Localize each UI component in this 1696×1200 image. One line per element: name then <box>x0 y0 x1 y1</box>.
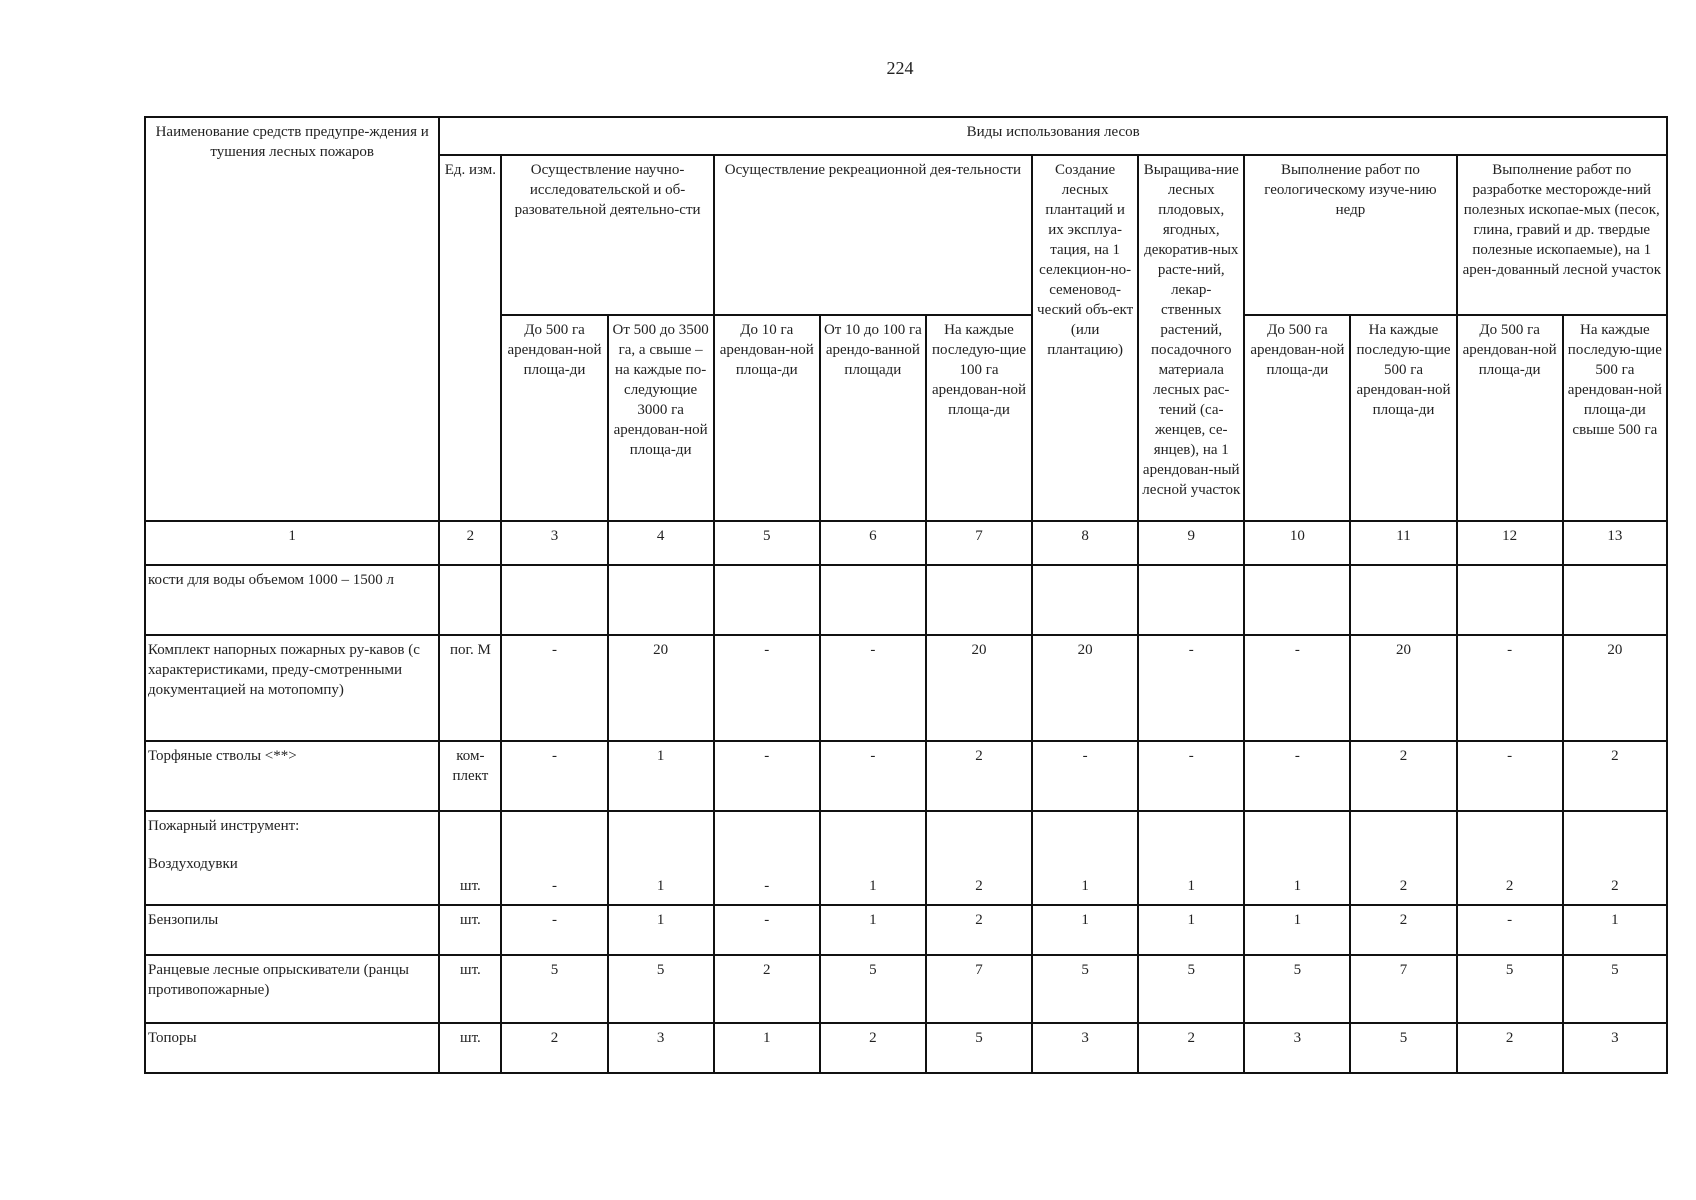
header-name-cell <box>145 117 439 521</box>
row-value: 2 <box>1350 741 1456 811</box>
row-value: 5 <box>501 955 607 1023</box>
row-value: - <box>501 811 607 905</box>
table-row <box>145 741 1667 811</box>
row-value: 1 <box>820 811 926 905</box>
row-value: 5 <box>1563 955 1667 1023</box>
row-value: 2 <box>1563 811 1667 905</box>
row-value: 2 <box>1138 1023 1244 1073</box>
row-value: - <box>820 635 926 741</box>
row-value: 3 <box>1563 1023 1667 1073</box>
row-unit: ком-плект <box>439 741 501 811</box>
header-sub-7: На каждые последую-щие 100 га арендован-ной площа-ди <box>926 315 1032 521</box>
row-value <box>820 565 926 635</box>
row-value: 3 <box>1244 1023 1350 1073</box>
row-name <box>145 811 439 905</box>
table-row <box>145 955 1667 1023</box>
row-name: Топоры <box>145 1023 439 1073</box>
row-value: 2 <box>820 1023 926 1073</box>
row-value: 7 <box>926 955 1032 1023</box>
row-value: 1 <box>608 741 714 811</box>
row-value: 5 <box>1138 955 1244 1023</box>
row-value: 2 <box>926 905 1032 955</box>
col-number: 10 <box>1244 521 1350 565</box>
row-name: кости для воды объемом 1000 – 1500 л <box>145 565 439 635</box>
row-value: 1 <box>1244 811 1350 905</box>
header-sub-13: На каждые последую-щие 500 га арендован-ной площа-ди свыше 500 га <box>1563 315 1667 521</box>
row-value <box>1563 565 1667 635</box>
header-sub-5: До 10 га арендован-ной площа-ди <box>714 315 820 521</box>
row-value: 5 <box>1244 955 1350 1023</box>
header-geology: Выполнение работ по геологическому изуче-нию недр <box>1244 155 1456 315</box>
table-row <box>145 905 1667 955</box>
row-value: 20 <box>1032 635 1138 741</box>
table-row <box>145 635 1667 741</box>
row-value <box>1457 565 1563 635</box>
fire-equipment-table <box>144 116 1668 1074</box>
row-value: 5 <box>1350 1023 1456 1073</box>
header-plantations: Создание лесных плантаций и их эксплуа-тация, на 1 селекцион-но-семеновод-ческий объ-ект (или плантацию) <box>1032 155 1138 521</box>
header-sub-6: От 10 до 100 га арендо-ванной площади <box>820 315 926 521</box>
row-value: 2 <box>1350 905 1456 955</box>
row-value: 20 <box>1350 635 1456 741</box>
row-value: 2 <box>926 741 1032 811</box>
row-value: - <box>714 811 820 905</box>
row-unit: пог. М <box>439 635 501 741</box>
row-value <box>714 565 820 635</box>
row-name-label: Воздуходувки <box>148 856 238 872</box>
row-unit: шт. <box>439 955 501 1023</box>
row-name: Бензопилы <box>145 905 439 955</box>
row-value: 1 <box>714 1023 820 1073</box>
row-value: 2 <box>1457 1023 1563 1073</box>
row-value <box>1350 565 1456 635</box>
row-value: 2 <box>1350 811 1456 905</box>
row-value: - <box>1457 905 1563 955</box>
row-value: 3 <box>1032 1023 1138 1073</box>
header-sub-4: От 500 до 3500 га, а свыше – на каждые по-следующие 3000 га арендован-ной площа-ди <box>608 315 714 521</box>
row-value: 1 <box>1563 905 1667 955</box>
row-value: 7 <box>1350 955 1456 1023</box>
row-value <box>1244 565 1350 635</box>
header-name: Наименование средств предупре-ждения и тушения лесных пожаров <box>155 124 429 160</box>
row-value <box>926 565 1032 635</box>
row-value: 5 <box>608 955 714 1023</box>
row-value: 1 <box>1032 905 1138 955</box>
row-value <box>1032 565 1138 635</box>
header-science: Осуществление научно-исследовательской и об-разовательной деятельно-сти <box>501 155 713 315</box>
column-numbers-row <box>145 521 1667 565</box>
row-value <box>501 565 607 635</box>
header-recreation: Осуществление рекреационной дея-тельности <box>714 155 1032 315</box>
row-value: 5 <box>926 1023 1032 1073</box>
row-value: 1 <box>1138 811 1244 905</box>
row-name: Торфяные стволы <**> <box>145 741 439 811</box>
row-value: 5 <box>820 955 926 1023</box>
col-number: 2 <box>439 521 501 565</box>
header-sub-10: До 500 га арендован-ной площа-ди <box>1244 315 1350 521</box>
row-value: - <box>1032 741 1138 811</box>
col-number: 1 <box>145 521 439 565</box>
row-value: 20 <box>608 635 714 741</box>
col-number: 13 <box>1563 521 1667 565</box>
row-value: - <box>501 741 607 811</box>
header-sub-12: До 500 га арендован-ной площа-ди <box>1457 315 1563 521</box>
col-number: 9 <box>1138 521 1244 565</box>
table-body <box>145 565 1667 1073</box>
col-number: 6 <box>820 521 926 565</box>
row-value: - <box>1138 741 1244 811</box>
row-value: 1 <box>820 905 926 955</box>
row-value <box>608 565 714 635</box>
row-unit <box>439 565 501 635</box>
row-unit: шт. <box>439 811 501 905</box>
row-value: 2 <box>714 955 820 1023</box>
header-sub-11: На каждые последую-щие 500 га арендован-ной площа-ди <box>1350 315 1456 521</box>
row-value: - <box>714 741 820 811</box>
table-row <box>145 1023 1667 1073</box>
col-number: 5 <box>714 521 820 565</box>
header-unit: Ед. изм. <box>439 155 501 521</box>
col-number: 7 <box>926 521 1032 565</box>
row-value: 2 <box>1457 811 1563 905</box>
row-value: 1 <box>1138 905 1244 955</box>
row-value: 2 <box>1563 741 1667 811</box>
row-unit: шт. <box>439 905 501 955</box>
row-value: - <box>1244 741 1350 811</box>
page-number: 224 <box>886 58 914 78</box>
row-value: 1 <box>1244 905 1350 955</box>
row-name-label: Пожарный инструмент: <box>148 818 300 834</box>
row-value: - <box>501 905 607 955</box>
header-mining: Выполнение работ по разработке месторожде-ний полезных ископае-мых (песок, глина, гравий и др. твердые полезные ископаемые), на 1 арен-дованный лесной участок <box>1457 155 1667 315</box>
header-group-title-cell <box>439 117 1667 155</box>
header-sub-3: До 500 га арендован-ной площа-ди <box>501 315 607 521</box>
row-value: - <box>501 635 607 741</box>
col-number: 8 <box>1032 521 1138 565</box>
header-growing: Выращива-ние лесных плодовых, ягодных, декоратив-ных расте-ний, лекар-ственных растений, посадочного материала лесных рас-тений (са-женцев, се-янцев), на 1 арендован-ный лесной участок <box>1138 155 1244 521</box>
col-number: 3 <box>501 521 607 565</box>
row-unit: шт. <box>439 1023 501 1073</box>
row-name: Ранцевые лесные опрыскиватели (ранцы противопожарные) <box>145 955 439 1023</box>
row-value: 5 <box>1032 955 1138 1023</box>
col-number: 11 <box>1350 521 1456 565</box>
row-value: 2 <box>501 1023 607 1073</box>
col-number: 12 <box>1457 521 1563 565</box>
row-value: 1 <box>1032 811 1138 905</box>
table-row <box>145 565 1667 635</box>
row-value: 2 <box>926 811 1032 905</box>
row-name: Комплект напорных пожарных ру-кавов (с характеристиками, преду-смотренными документацией на мотопомпу) <box>145 635 439 741</box>
header-group-title: Виды использования лесов <box>966 124 1140 140</box>
row-value: - <box>714 635 820 741</box>
row-value: 20 <box>1563 635 1667 741</box>
row-value: - <box>1244 635 1350 741</box>
row-value: - <box>1457 741 1563 811</box>
row-value: - <box>820 741 926 811</box>
row-value: 20 <box>926 635 1032 741</box>
row-value: 1 <box>608 905 714 955</box>
row-value: - <box>714 905 820 955</box>
row-value: - <box>1138 635 1244 741</box>
table-row <box>145 811 1667 905</box>
row-value: 1 <box>608 811 714 905</box>
row-value <box>1138 565 1244 635</box>
col-number: 4 <box>608 521 714 565</box>
row-value: 3 <box>608 1023 714 1073</box>
row-value: - <box>1457 635 1563 741</box>
row-value: 5 <box>1457 955 1563 1023</box>
